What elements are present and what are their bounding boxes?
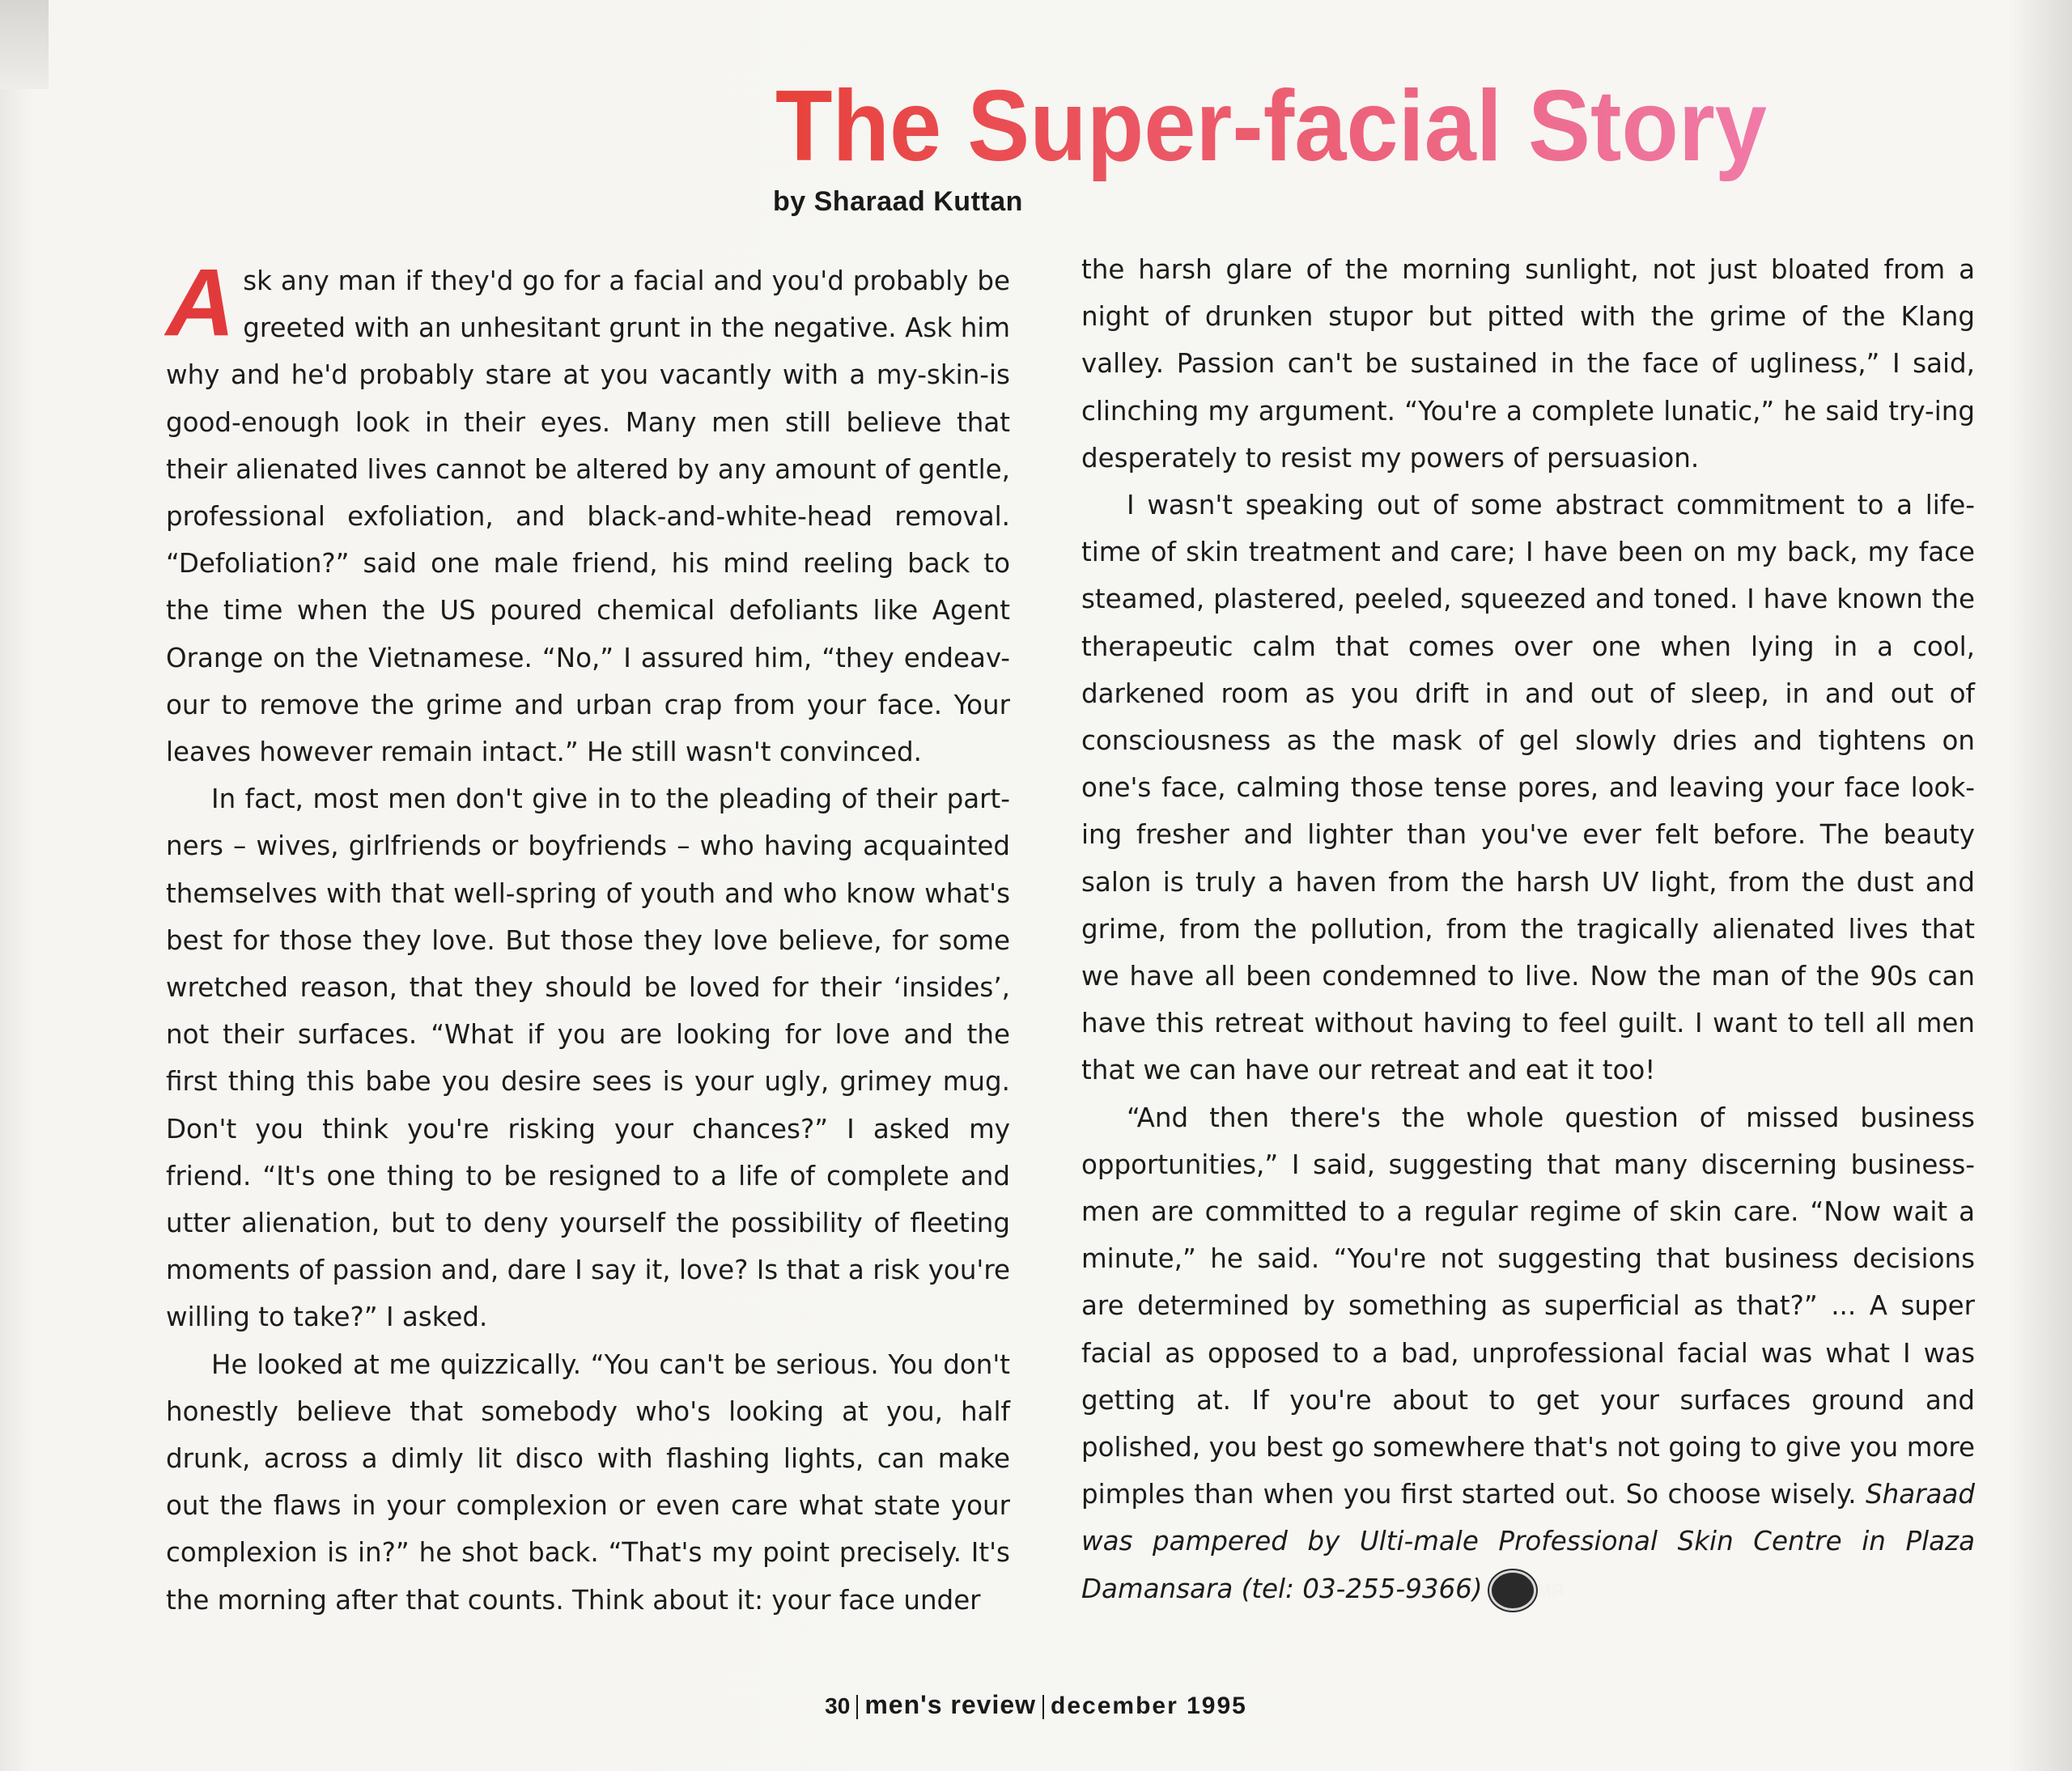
paragraph: the harsh glare of the morning sunlight, not just bloated from a night of drunken stupor but pitted with the grime of the Klang valley. Passion can't be sustained in the face of ugliness,” I said, clinching my argument. “You're a complete lunatic,” he said try-ing desperately to resist my powers of persuasion. <box>1081 254 1975 474</box>
paragraph: I wasn't speaking out of some abstract commitment to a life-time of skin treatment and care; I have been on my back, my face steamed, plastered, peeled, squeezed and toned. I have known the therapeutic calm that comes over one when lying in a cool, darkened room as you drift in and out of sleep, in and out of consciousness as the mask of gel slowly dries and tightens on one's face, calming those tense pores, and leaving your face look-ing fresher and lighter than you've ever felt before. The beauty salon is truly a haven from the harsh UV light, from the dust and grime, from the pollution, from the tragically alienated lives that we have all been condemned to live. Now the man of the 90s can have this retreat without having to feel guilt. I want to tell all men that we can have our retreat and eat it too! <box>1081 490 1975 1086</box>
publication-name: men's review <box>864 1690 1037 1719</box>
paragraph-text: sk any man if they'd go for a facial and you'd probably be greeted with an unhesitant grunt in the negative. Ask him why and he'd probably stare at you vacantly with a my-skin-is good-enough look in their eyes. Many men still believe that their alienated lives cannot be altered by any amount of gentle, professional exfoliation, and black-and-white-head removal. “Defoliation?” said one male friend, his mind reeling back to the time when the US poured chemical defoliants like Agent Orange on the Vietnamese. “No,” I assured him, “they endeav-our to remove the grime and urban crap from your face. Your leaves however remain intact.” He still wasn't convinced. <box>166 265 1010 768</box>
paragraph: In fact, most men don't give in to the pleading of their part-ners – wives, girlfriends or boyfriends – who having acquainted themselves with that well-spring of youth and who know what's best for those they love. But those they love believe, for some wretched reason, that they should be loved for their ‘insides’, not their surfaces. “What if you are looking for love and the first thing this babe you desire sees is your ugly, grimey mug. Don't you think you're risking your chances?” I asked my friend. “It's one thing to be resigned to a life of complete and utter alienation, but to deny yourself the possibility of fleeting moments of passion and, dare I say it, love? Is that a risk you're willing to take?” I asked. <box>166 784 1010 1333</box>
article-title <box>769 63 1902 193</box>
page-footer <box>0 1690 2072 1720</box>
article-title-graphic <box>769 63 1902 193</box>
byline: by Sharaad Kuttan <box>773 186 1023 217</box>
paragraph <box>1081 1094 1975 1612</box>
paragraph-text: “And then there's the whole question of missed business opportunities,” I said, suggesting that many discerning business-men are committed to a regular regime of skin care. “Now wait a minute,” he said. “You're not suggesting that business decisions are determined by something as superficial as that?” ... A super facial as opposed to a bad, unprofessional facial was what I was getting at. If you're about to get your surfaces ground and polished, you best go somewhere that's not going to give you more pimples than when you first started out. So choose wisely. <box>1081 1102 1975 1510</box>
footer-divider <box>1042 1695 1044 1719</box>
footer-divider <box>856 1695 858 1719</box>
right-column <box>1081 246 1975 1612</box>
page-number: 30 <box>825 1693 851 1718</box>
paragraph: He looked at me quizzically. “You can't be serious. You don't honestly believe that somebody who's looking at you, half drunk, across a dimly lit disco with flashing lights, can make out the flaws in your complexion or even care what state your complexion is in?” he shot back. “That's my point precisely. It's the morning after that counts. Think about it: your face under <box>166 1348 1010 1616</box>
paragraph <box>166 249 1010 775</box>
article-title-text: The Super-facial Story <box>775 70 1768 182</box>
page-edge-shadow <box>0 0 49 89</box>
photo-credit: Sharaad was pampered by Ulti-male Professional Skin Centre in Plaza Damansara (tel: 03-255-9366) <box>1081 1479 1975 1604</box>
drop-cap: A <box>166 249 236 356</box>
issue-date: december 1995 <box>1051 1692 1247 1719</box>
left-column <box>166 249 1010 1624</box>
mr-end-mark-icon: MR <box>1489 1570 1536 1611</box>
